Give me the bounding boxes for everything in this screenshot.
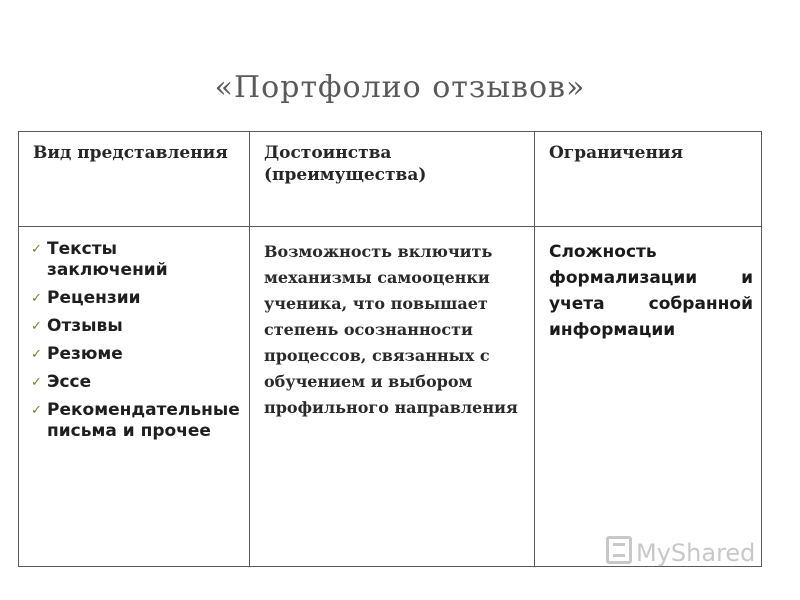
list-item: ✓ Тексты заключений <box>31 239 168 280</box>
merits-cell: Возможность включить механизмы самооценки ученика, что повышает степень осознанности процессов, связанных с обучением и выбором профильного направления <box>250 227 535 567</box>
header-view: Вид представления <box>19 132 250 227</box>
portfolio-table <box>18 131 762 567</box>
check-icon: ✓ <box>31 242 42 257</box>
myshared-logo-icon <box>606 536 632 564</box>
list-item: ✓ Эссе <box>31 372 92 392</box>
list-item: ✓ Резюме <box>31 344 123 364</box>
list-item: ✓ Рекомендательные письма и прочее <box>31 400 240 441</box>
header-limits: Ограничения <box>535 132 762 227</box>
table-header-row <box>19 132 762 227</box>
check-icon: ✓ <box>31 291 42 306</box>
table-body-row <box>19 227 762 567</box>
header-merits: Достоинства (преимущества) <box>250 132 535 227</box>
check-icon: ✓ <box>31 347 42 362</box>
watermark-text: MyShared <box>636 539 756 567</box>
watermark <box>606 536 755 567</box>
list-item: ✓ Отзывы <box>31 316 123 336</box>
list-item: ✓ Рецензии <box>31 288 141 308</box>
page-title: «Портфолио отзывов» <box>214 70 586 105</box>
limits-cell: Сложность формализации и учета собранной информации <box>535 227 762 567</box>
check-icon: ✓ <box>31 319 42 334</box>
check-icon: ✓ <box>31 403 42 418</box>
forms-cell <box>19 227 250 567</box>
forms-list <box>33 239 241 442</box>
check-icon: ✓ <box>31 375 42 390</box>
